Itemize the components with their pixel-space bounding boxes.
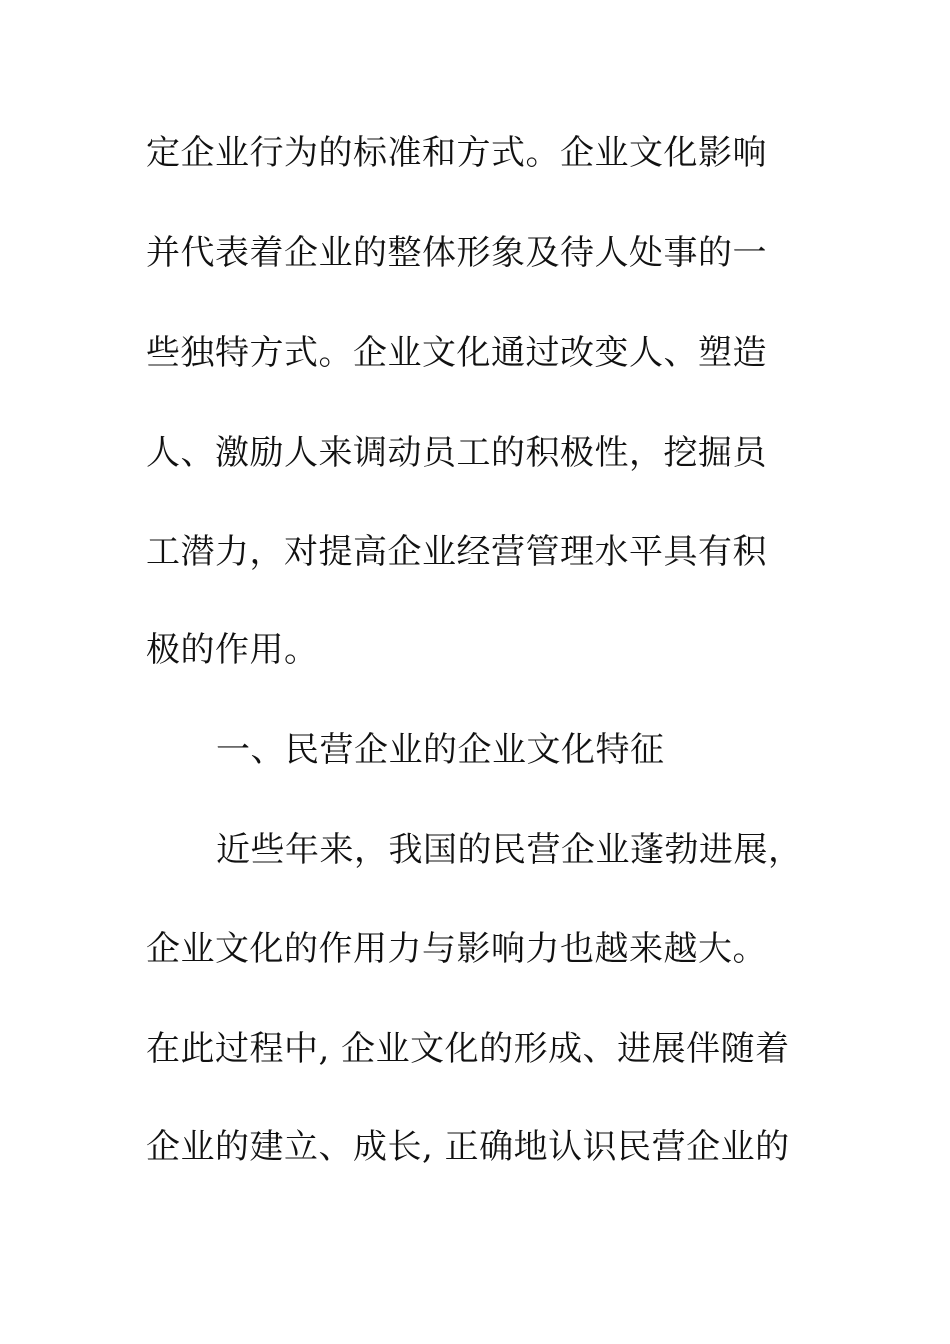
body-text-line: 定企业行为的标准和方式。企业文化影响 bbox=[146, 133, 767, 173]
body-text-line: 近些年来，我国的民营企业蓬勃进展， bbox=[216, 830, 803, 870]
body-text-line: 企业的建立、成长, 正确地认识民营企业的 bbox=[146, 1127, 790, 1167]
body-text-line: 人、激励人来调动员工的积极性，挖掘员 bbox=[146, 433, 767, 473]
body-text-line: 工潜力，对提高企业经营管理水平具有积 bbox=[146, 532, 767, 572]
body-text-line: 极的作用。 bbox=[146, 630, 319, 670]
body-text-line: 并代表着企业的整体形象及待人处事的一 bbox=[146, 233, 767, 273]
section-heading: 一、民营企业的企业文化特征 bbox=[216, 730, 665, 770]
body-text-line: 企业文化的作用力与影响力也越来越大。 bbox=[146, 929, 767, 969]
body-text-line: 些独特方式。企业文化通过改变人、塑造 bbox=[146, 333, 767, 373]
body-text-line: 在此过程中, 企业文化的形成、进展伴随着 bbox=[146, 1029, 790, 1069]
